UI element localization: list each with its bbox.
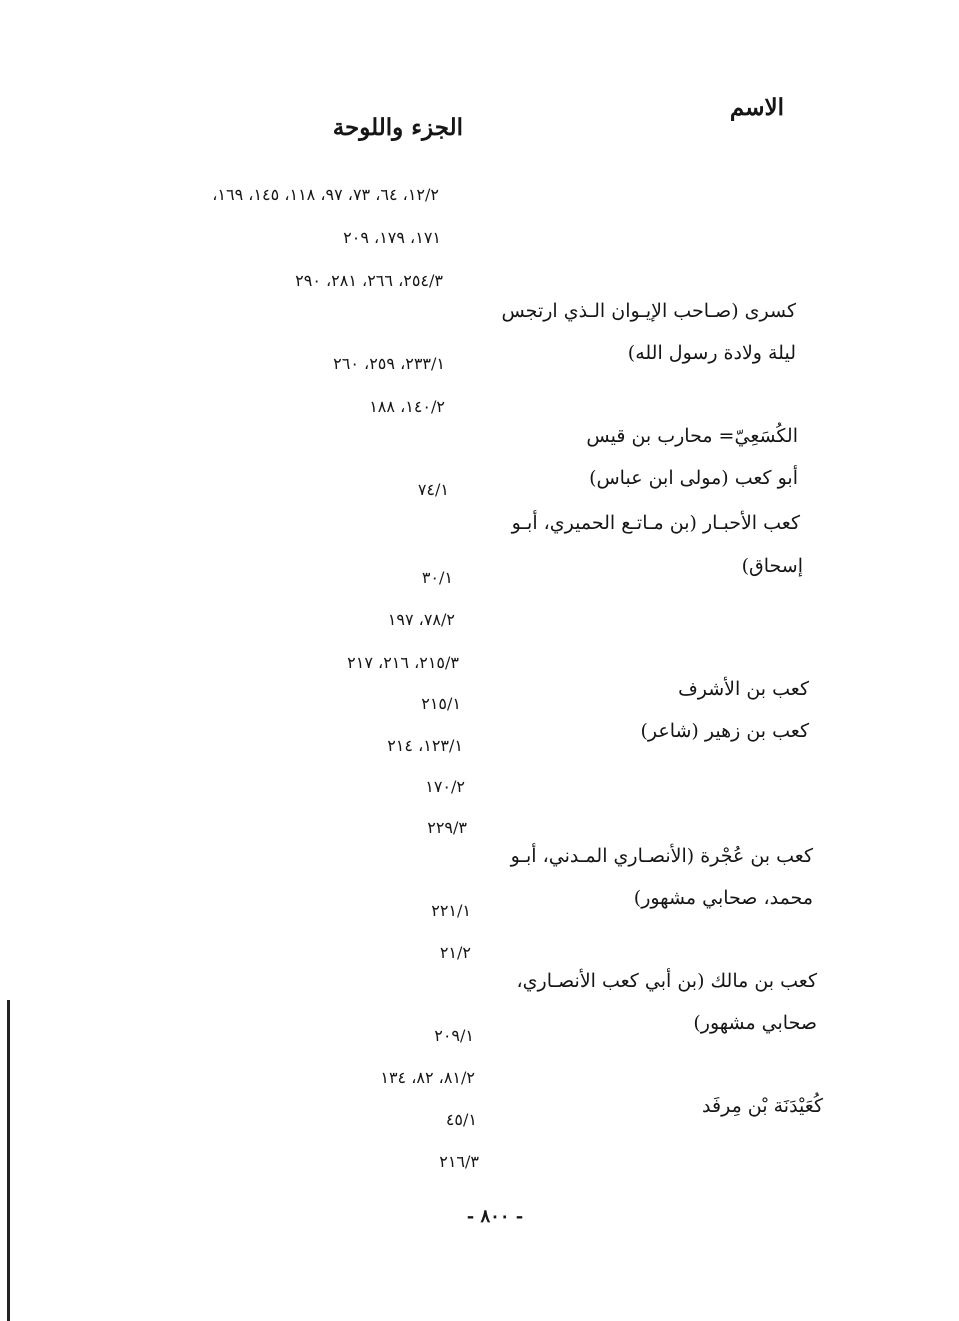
page-number: - ٨٠٠ - (466, 1206, 524, 1227)
ref-entry: ٢١٥/٣، ٢١٦، ٢١٧ (347, 653, 459, 672)
ref-entry: ٣٠/١ (421, 568, 453, 587)
name-entry: صحابي مشهور) (693, 1012, 817, 1034)
ref-entry: ١٧١، ١٧٩، ٢٠٩ (343, 228, 441, 247)
ref-entry: ١٢٣/١، ٢١٤ (387, 736, 463, 755)
name-entry: الكُسَعِيّ= محارب بن قيس (586, 425, 798, 447)
name-entry: كعب بن زهير (شاعر) (640, 720, 809, 742)
name-entry: كعب بن الأشرف (678, 678, 809, 700)
scan-edge-shadow (7, 1000, 10, 1321)
ref-entry: ٢٣٣/١، ٢٥٩، ٢٦٠ (333, 354, 445, 373)
ref-entry: ١٢/٢، ٦٤، ٧٣، ٩٧، ١١٨، ١٤٥، ١٦٩، (212, 185, 439, 204)
name-entry: أبو كعب (مولى ابن عباس) (589, 467, 798, 489)
reference-column-header: الجزء واللوحة (332, 114, 463, 141)
name-entry: إسحاق) (741, 555, 803, 577)
name-entry: كسرى (صـاحب الإيـوان الـذي ارتجس (501, 300, 796, 322)
ref-entry: ٧٨/٢، ١٩٧ (387, 610, 455, 629)
ref-entry: ٢١٥/١ (421, 694, 461, 713)
ref-entry: ١٤٠/٢، ١٨٨ (369, 397, 445, 416)
ref-entry: ٨١/٢، ٨٢، ١٣٤ (380, 1068, 475, 1087)
ref-entry: ٢٢١/١ (431, 901, 471, 920)
ref-entry: ٤٥/١ (445, 1110, 477, 1129)
name-entry: محمد، صحابي مشهور) (633, 887, 813, 909)
name-entry: كعب الأحبـار (بن مـاتـع الحميري، أبـو (511, 512, 800, 534)
ref-entry: ١٧٠/٢ (425, 777, 465, 796)
ref-entry: ٧٤/١ (417, 480, 449, 499)
ref-entry: ٢١٦/٣ (439, 1152, 479, 1171)
ref-entry: ٢٢٩/٣ (427, 818, 467, 837)
name-entry: ليلة ولادة رسول الله) (627, 342, 796, 364)
ref-entry: ٢١/٢ (439, 943, 471, 962)
name-column-header: الاسم (729, 94, 784, 121)
ref-entry: ٢٠٩/١ (434, 1026, 474, 1045)
name-entry: كُعَيْدَنَة بْن مِرفَد (702, 1095, 823, 1117)
name-entry: كعب بن مالك (بن أبي كعب الأنصـاري، (516, 970, 817, 992)
name-entry: كعب بن عُجْرة (الأنصـاري المـدني، أبـو (510, 845, 813, 867)
ref-entry: ٢٥٤/٣، ٢٦٦، ٢٨١، ٢٩٠ (295, 271, 443, 290)
